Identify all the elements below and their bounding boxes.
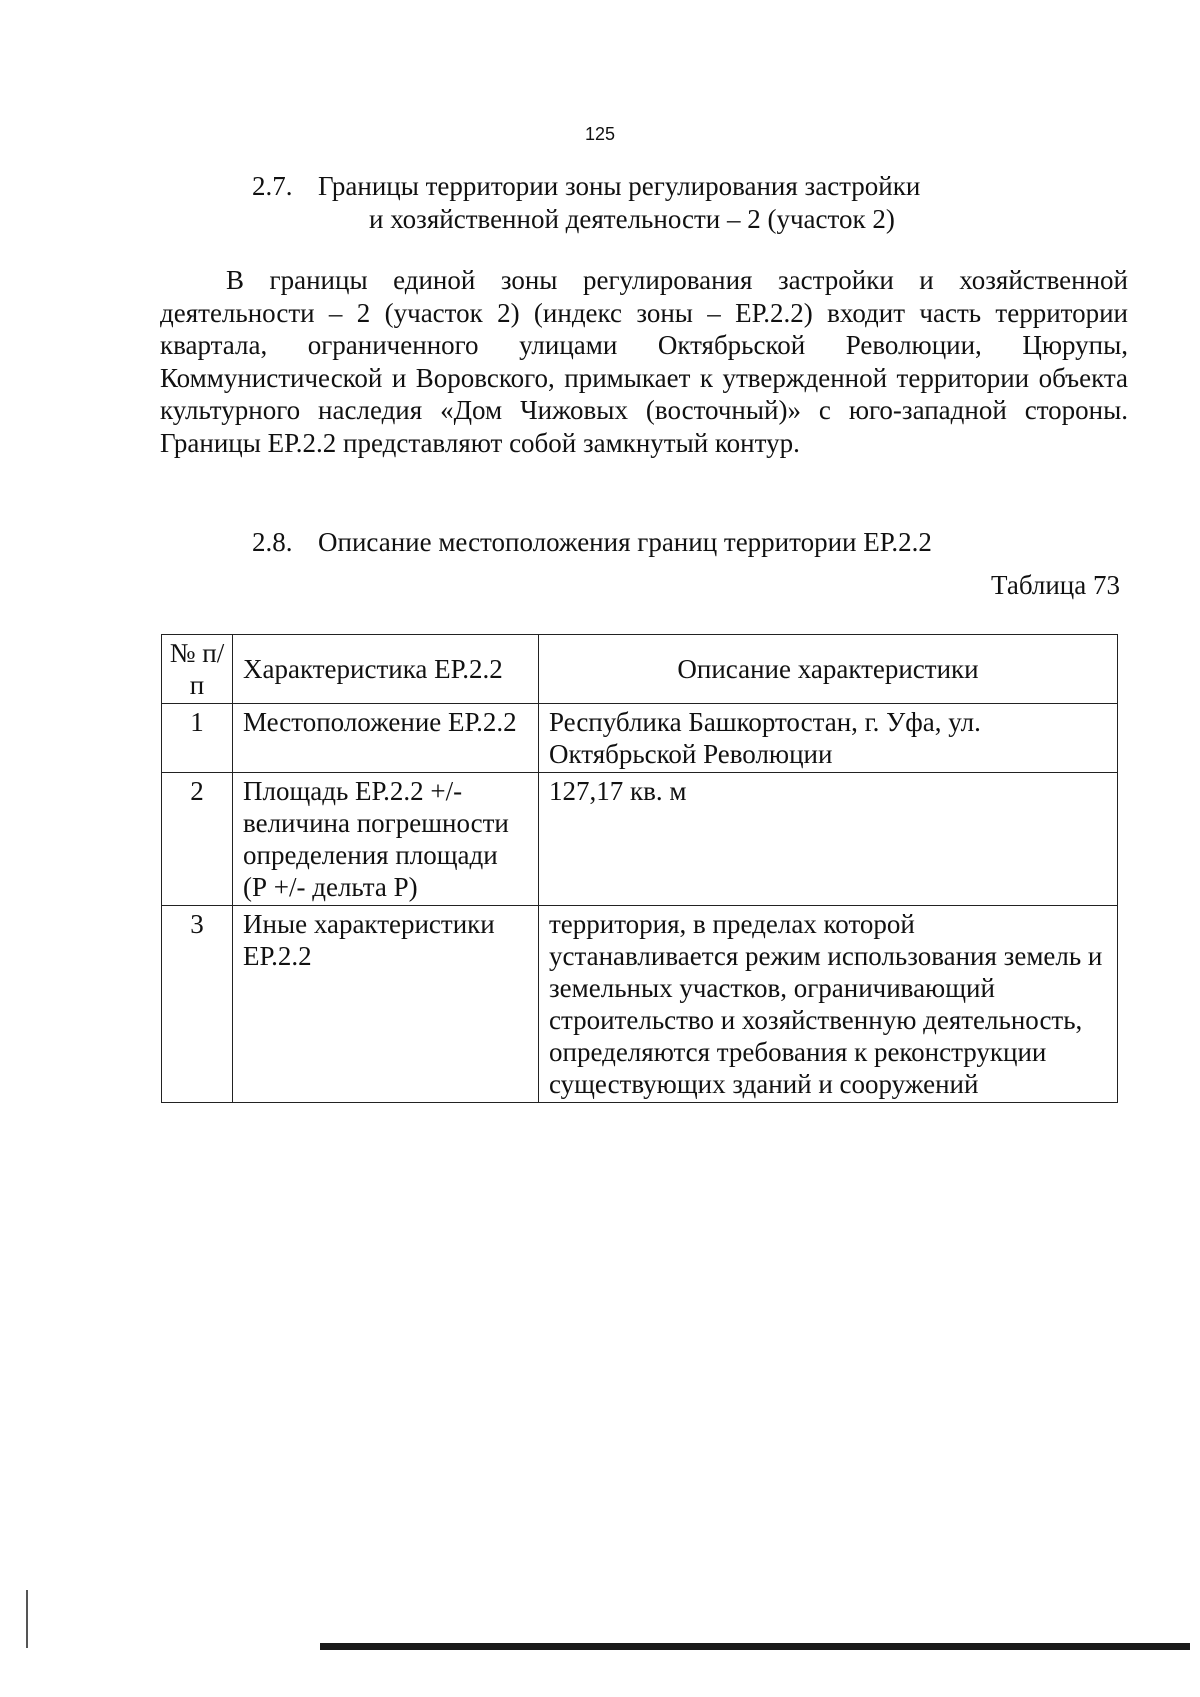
bottom-rule [320,1643,1190,1650]
table-row [162,704,1118,773]
row-characteristic: Местоположение ЕР.2.2 [233,704,539,773]
row-description: территория, в пределах которой устанавливается режим использования земель и земельных участков, ограничивающий строительство и хозяйственную деятельность, определяются требования к реконструкции существующих зданий и сооружений [539,906,1118,1103]
table-row [162,906,1118,1103]
row-number: 2 [162,773,233,906]
table-row [162,773,1118,906]
row-number: 1 [162,704,233,773]
body-paragraph: В границы единой зоны регулирования застройки и хозяйственной деятельности – 2 (участок 2) (индекс зоны – ЕР.2.2) входит часть территории квартала, ограниченного улицами Октябрьской Революции, Цюрупы, Коммунистической и Воровского, примыкает к утвержденной территории объекта культурного наследия «Дом Чижовых (восточный)» с юго-западной стороны. Границы ЕР.2.2 представляют собой замкнутый контур. [160,265,1128,458]
row-number: 3 [162,906,233,1103]
characteristics-table [161,634,1118,1103]
row-description: 127,17 кв. м [539,773,1118,906]
scan-edge-mark [26,1590,28,1648]
table-label: Таблица 73 [991,570,1120,600]
header-characteristic: Характеристика ЕР.2.2 [233,635,539,704]
section-title-line2: и хозяйственной деятельности – 2 (участок 2) [369,204,895,234]
page-number: 125 [584,124,616,144]
row-description: Республика Башкортостан, г. Уфа, ул. Октябрьской Революции [539,704,1118,773]
section-title: Описание местоположения границ территории ЕР.2.2 [318,527,932,557]
row-characteristic: Площадь ЕР.2.2 +/- величина погрешности определения площади (Р +/- дельта Р) [233,773,539,906]
table-header-row [162,635,1118,704]
section-number: 2.7. [252,171,293,201]
row-characteristic: Иные характеристики ЕР.2.2 [233,906,539,1103]
section-heading-2-8 [252,526,1052,559]
section-number: 2.8. [252,527,293,557]
header-description: Описание характеристики [539,635,1118,704]
header-number: № п/п [162,635,233,704]
section-heading-2-7 [252,170,1052,236]
section-title-line1: Границы территории зоны регулирования застройки [318,171,921,201]
